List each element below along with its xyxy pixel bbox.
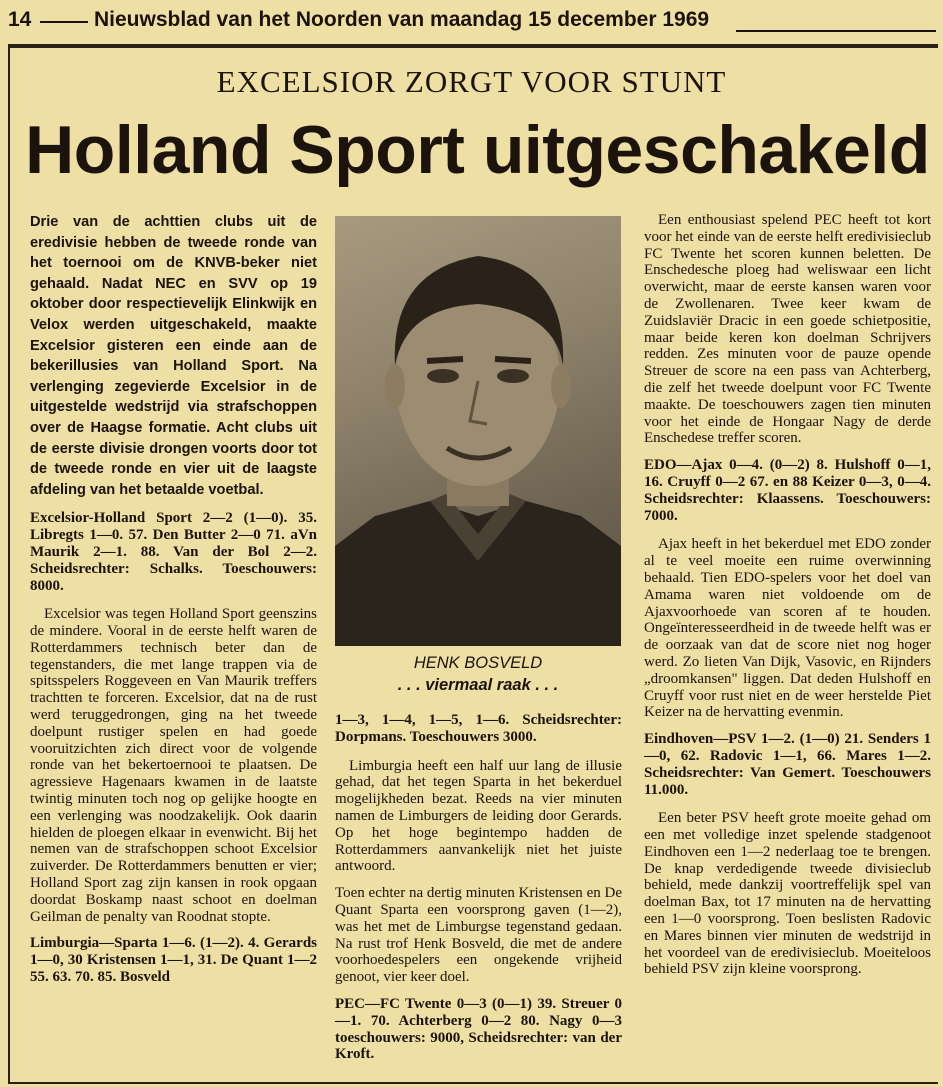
player-portrait-image [335,216,621,646]
article-headline: Holland Sport uitgeschakeld [25,112,930,188]
article-kicker: EXCELSIOR ZORGT VOOR STUNT [216,64,727,99]
player-photo [335,216,621,646]
score-limburgia-sparta: Limburgia—Sparta 1—6. (1—2). 4. Gerards 1—0, 30 Kristensen 1—1, 31. De Quant 1—2 55. 63. 70. 85. Bosveld [30,935,317,986]
score-limburgia-sparta-cont: 1—3, 1—4, 1—5, 1—6. Scheidsrechter: Dorpmans. Toeschouwers 3000. [335,712,622,745]
page-number: 14 [8,8,32,31]
caption-name: HENK BOSVELD [413,654,543,672]
paragraph-limburgia-1: Limburgia heeft een half uur lang de illusie gehad, dat het tegen Sparta in het bekerduel mogelijkheden bezat. Reeds na vier minuten namen de Limburgers de leiding door Gerards. Op het hoge begintempo hadden de Rotterdammers aanvankelijk niet het juiste antwoord. [335,757,622,875]
masthead-title: Nieuwsblad van het Noorden van maandag 15 december 1969 [94,8,710,31]
paragraph-ajax: Ajax heeft in het bekerduel met EDO zonder al te veel moeite een ruime overwinning behaald. Tien EDO-spelers voor het doel van Amama waren niet voldoende om de Ajaxvoorhoede van scoren af te houden. Ongeïnteresseerdheid in de tweede helft was er de oorzaak van dat de score niet nog hoger werd. Zo lieten Van Dijk, Vasovic, en Rijnders „droomkansen" liggen. Dat deden Hulshoff en Cruyff voor rust niet en de weer herstelde Piet Keizer na de hervatting evenmin. [644,536,931,721]
column-3 [644,212,931,988]
caption-text: . . . viermaal raak . . . [397,676,559,694]
photo-caption [335,652,621,696]
column-1 [30,212,317,998]
score-excelsior-holland-sport: Excelsior-Holland Sport 2—2 (1—0). 35. Libregts 1—0. 57. Den Butter 2—0 71. aVn Maurik 2—1. 88. Van der Bol 2—2. Scheidsrechter: Schalks. Toeschouwers: 8000. [30,510,317,594]
paragraph-pec: Een enthousiast spelend PEC heeft tot kort voor het einde van de eerste helft eredivisieclub FC Twente het scoren kunnen beletten. De Enschedesche ploeg had weliswaar een licht overwicht, maar de eerste kansen waren voor de Zwollenaren. Twee keer kwam de Zuidslaviër Dracic in een goede schietpositie, maar beide keren kon doelman Schrijvers redden. Zes minuten voor de pauze opende Streuer de score na een pass van Achterberg, die zelf het tweede doelpunt voor FC Twente maakte. De toeschouwers zagen tien minuten voor het einde de Hongaar Nagy de derde Enschedese treffer scoren. [644,212,931,447]
score-pec-twente: PEC—FC Twente 0—3 (0—1) 39. Streuer 0—1. 70. Achterberg 0—2 80. Nagy 0—3 toeschouwers: 9000, Scheidsrechter: van der Kroft. [335,995,622,1063]
masthead-rule-right [736,30,936,32]
score-eindhoven-psv: Eindhoven—PSV 1—2. (1—0) 21. Senders 1—0, 62. Radovic 1—1, 66. Mares 1—2. Scheidsrechter: Van Gemert. Toeschouwers 11.000. [644,731,931,798]
paragraph-excelsior: Excelsior was tegen Holland Sport geenszins de mindere. Vooral in de eerste helft waren de Rotterdammers technisch beter dan de tegenstanders, die met lange trappen via de spitsspelers Roggeveen en Van Maurik treffers trachtten te forceren. Excelsior, dat na de rust werd teruggedrongen, ging na het tweede doelpunt rustiger spelen en had goede vooruitzichten zich direct voor de volgende ronde van het bekertoernooi te plaatsen. De agressieve Hagenaars kwamen in de laatste twintig minuten toch nog op gelijke hoogte en een verlenging was noodzakelijk. Ook daarin hielden de ploegen elkaar in evenwicht. Bij het nemen van de strafschoppen schoot Excelsior zuiverder. De Rotterdammers benutten er vier; Holland Sport zag zijn kansen in rook opgaan doordat Boskamp naast schoot en doelman Geilman de penalty van Roodnat stopte. [30,606,317,925]
paragraph-psv: Een beter PSV heeft grote moeite gehad om een met volledige inzet spelende stadgenoot Eindhoven een 1—2 nederlaag toe te brengen. De knap verdedigende tweede divisieclub behield, mede dankzij voortreffelijk spel van doelman Bax, tot 17 minuten na de hervatting een 1—0 voorsprong. Toen beslisten Radovic en Mares binnen vier minuten de wedstrijd in het voordeel van de eredivisieclub. Moeiteloos behield PSV zijn kleine voorsprong. [644,810,931,978]
masthead [0,0,943,40]
masthead-rule-left [40,21,88,23]
paragraph-limburgia-2: Toen echter na dertig minuten Kristensen en De Quant Sparta een voorsprong gaven (1—2), was het met de Limburgse tegenstand gedaan. Na rust trof Henk Bosveld, die met de andere voorhoedespelers een ongekende vrijheid genoot, vier keer doel. [335,885,622,986]
score-edo-ajax: EDO—Ajax 0—4. (0—2) 8. Hulshoff 0—1, 16. Cruyff 0—2 67. en 88 Keizer 0—3, 0—4. Scheidsrechter: Klaassens. Toeschouwers: 7000. [644,457,931,524]
intro-paragraph: Drie van de achttien clubs uit de eredivisie hebben de tweede ronde van het toernooi om de KNVB-beker niet gehaald. Nadat NEC en SVV op 19 oktober door respectievelijk Elinkwijk en Velox werden uitgeschakeld, maakte Excelsior gisteren een einde aan de bekerillusies van Holland Sport. Na verlenging zegevierde Excelsior in de uitgestelde wedstrijd via strafschoppen over de Haagse formatie. Acht clubs uit de eerste divisie drongen voorts door tot de tweede ronde en vier uit de laagste afdeling van het betaalde voetbal. [30,214,317,498]
column-2 [335,712,622,1075]
